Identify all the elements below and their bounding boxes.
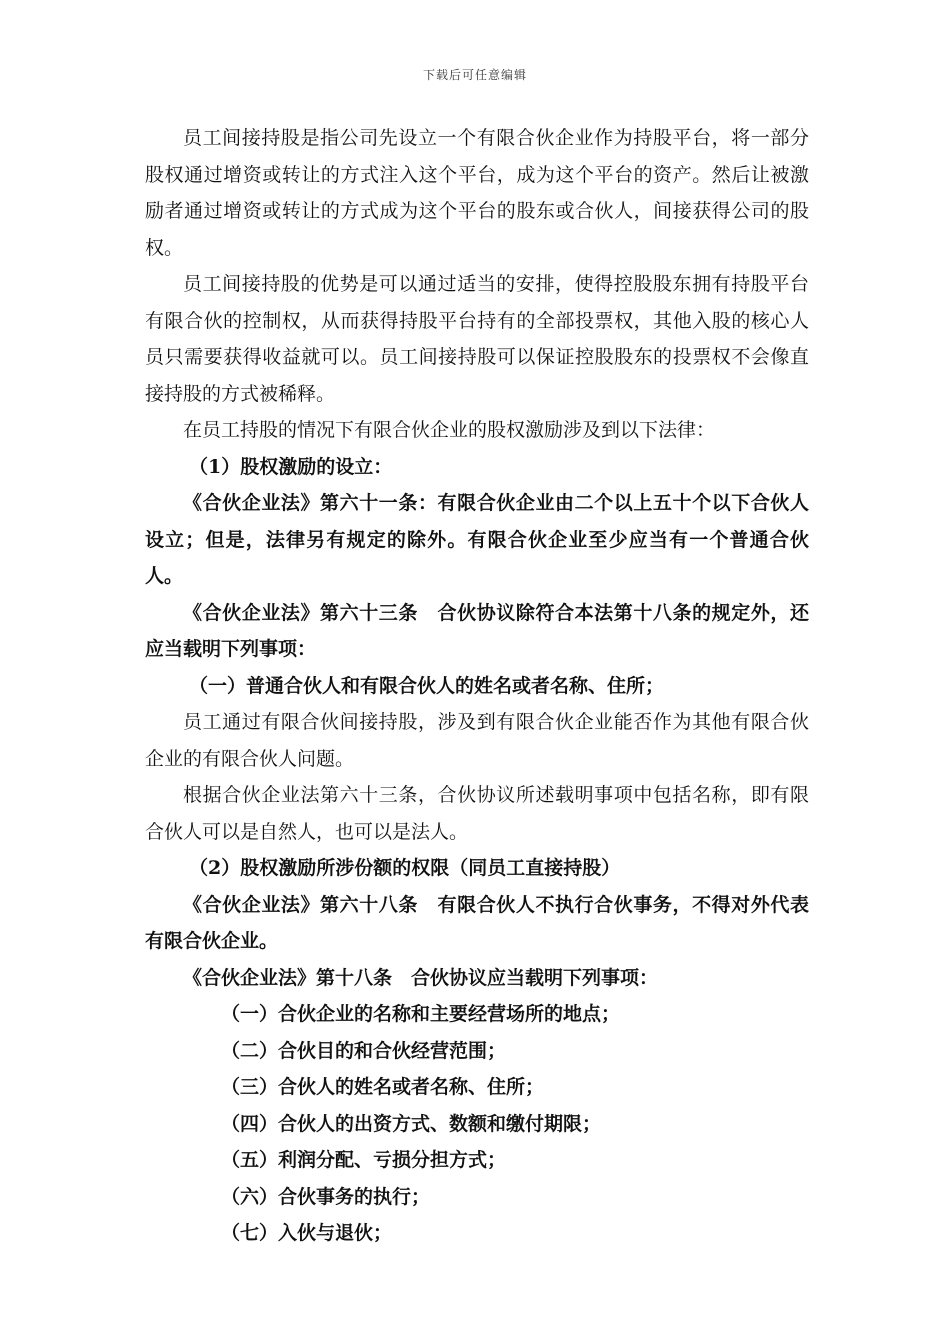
law-article-63-item-1: （一）普通合伙人和有限合伙人的姓名或者名称、住所； [189,674,665,697]
law-article-18-item: （六）合伙事务的执行； [221,1185,431,1208]
paragraph-indirect-holding-advantages: 员工间接持股的优势是可以通过适当的安排，使得控股股东拥有持股平台有限合伙的控制权，从而获得持股平台持有的全部投票权，其他入股的核心人员只需要获得收益就可以。员工间接持股可以保证控股股东的投票权不会像直接持股的方式被稀释。 [145,273,809,405]
law-article-18-item: （四）合伙人的出资方式、数额和缴付期限； [221,1112,602,1135]
law-article-18-item: （五）利润分配、亏损分担方式； [221,1149,507,1171]
paragraph-indirect-holding-definition: 员工间接持股是指公司先设立一个有限合伙企业作为持股平台，将一部分股权通过增资或转让的方式注入这个平台，成为这个平台的资产。然后让被激励者通过增资或转让的方式成为这个平台的股东或合伙人，间接获得公司的股权。 [145,127,809,259]
paragraph-limited-partner-question: 员工通过有限合伙间接持股，涉及到有限合伙企业能否作为其他有限合伙企业的有限合伙人问题。 [145,711,809,770]
law-article-18-item: （三）合伙人的姓名或者名称、住所； [221,1076,545,1098]
document-body [145,120,809,1252]
paragraph-article-63-interpretation: 根据合伙企业法第六十三条，合伙协议所述载明事项中包括名称，即有限合伙人可以是自然人，也可以是法人。 [145,784,809,843]
law-article-18-item: （一）合伙企业的名称和主要经营场所的地点； [221,1003,621,1025]
section-heading-establishment: （1）股权激励的设立： [189,455,393,478]
law-article-68: 《合伙企业法》第六十八条 有限合伙人不执行合伙事务，不得对外代表有限合伙企业。 [145,893,809,952]
law-article-61: 《合伙企业法》第六十一条：有限合伙企业由二个以上五十个以下合伙人设立；但是，法律另有规定的除外。有限合伙企业至少应当有一个普通合伙人。 [145,492,809,587]
law-article-18-item: （二）合伙目的和合伙经营范围； [221,1039,507,1062]
law-article-18-item: （七）入伙与退伙； [221,1222,393,1244]
paragraph-laws-intro: 在员工持股的情况下有限合伙企业的股权激励涉及到以下法律： [183,419,716,441]
page-header: 下载后可任意编辑 [422,68,527,82]
law-article-63: 《合伙企业法》第六十三条 合伙协议除符合本法第十八条的规定外，还应当载明下列事项： [145,601,809,660]
section-heading-share-authority: （2）股权激励所涉份额的权限（同员工直接持股） [189,857,621,879]
law-article-18: 《合伙企业法》第十八条 合伙协议应当载明下列事项： [183,966,659,989]
